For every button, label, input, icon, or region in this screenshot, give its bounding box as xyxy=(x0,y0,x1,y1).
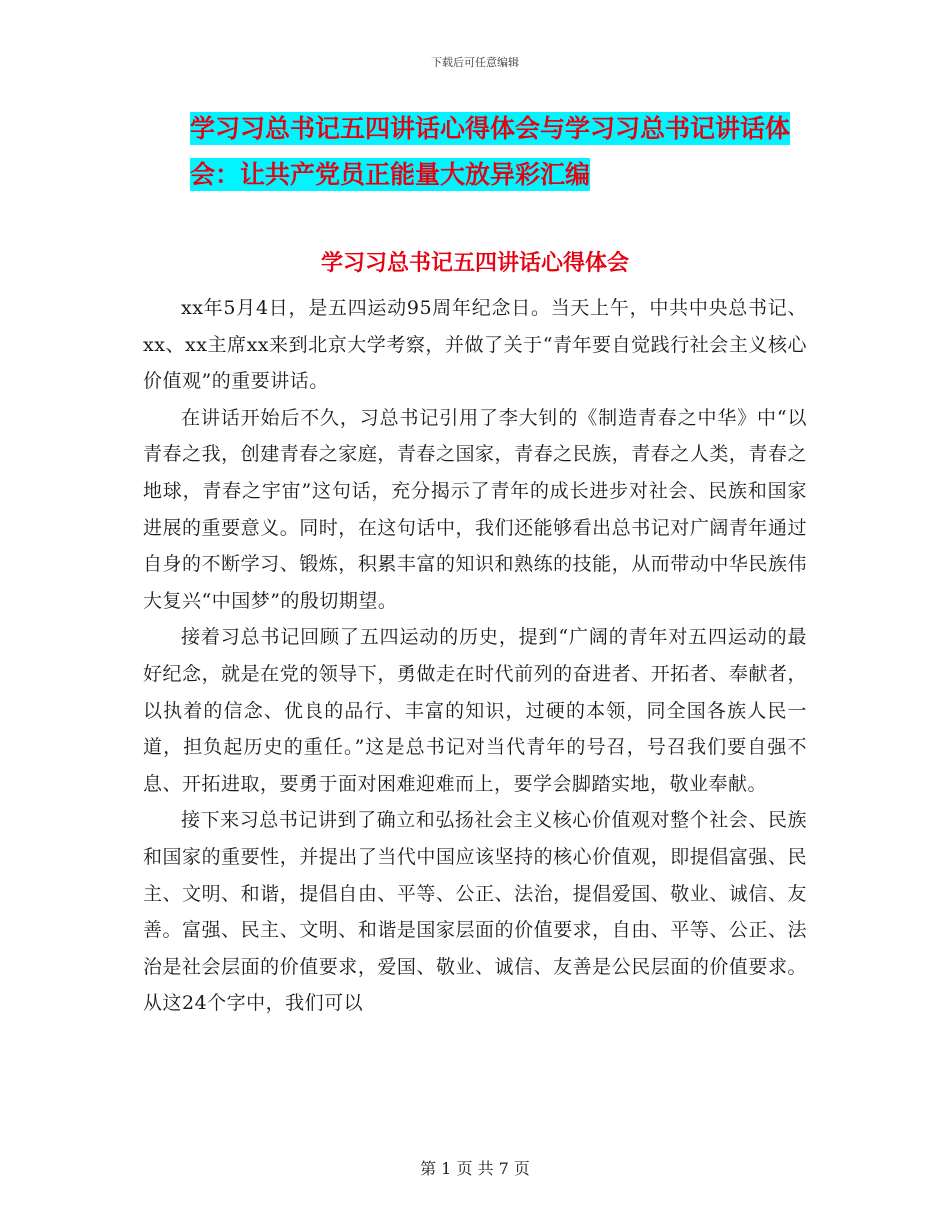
document-title xyxy=(190,106,810,198)
body-text xyxy=(143,290,807,1022)
document-title-text: 学习习总书记五四讲话心得体会与学习习总书记讲话体会：让共产党员正能量大放异彩汇编 xyxy=(190,114,791,189)
paragraph: 接着习总书记回顾了五四运动的历史，提到“广阔的青年对五四运动的最好纪念，就是在党的领导下，勇做走在时代前列的奋进者、开拓者、奉献者，以执着的信念、优良的品行、丰富的知识，过硬的本领，同全国各族人民一道，担负起历史的重任。”这是总书记对当代青年的号召，号召我们要自强不息、开拓进取，要勇于面对困难迎难而上，要学会脚踏实地，敬业奉献。 xyxy=(143,626,807,795)
paragraph: 在讲话开始后不久，习总书记引用了李大钊的《制造青春之中华》中“以青春之我，创建青春之家庭，青春之国家，青春之民族，青春之人类，青春之地球，青春之宇宙”这句话，充分揭示了青年的成长进步对社会、民族和国家进展的重要意义。同时，在这句话中，我们还能够看出总书记对广阔青年通过自身的不断学习、锻炼，积累丰富的知识和熟练的技能，从而带动中华民族伟大复兴“中国梦”的殷切期望。 xyxy=(143,406,807,612)
page-footer: 第 1 页 共 7 页 xyxy=(420,1159,530,1178)
section-title: 学习习总书记五四讲话心得体会 xyxy=(320,251,629,276)
paragraph: xx年5月4日，是五四运动95周年纪念日。当天上午，中共中央总书记、xx、xx主席xx来到北京大学考察，并做了关于“青年要自觉践行社会主义核心价值观”的重要讲话。 xyxy=(143,297,807,393)
paragraph: 接下来习总书记讲到了确立和弘扬社会主义核心价值观对整个社会、民族和国家的重要性，并提出了当代中国应该坚持的核心价值观，即提倡富强、民主、文明、和谐，提倡自由、平等、公正、法治，提倡爱国、敬业、诚信、友善。富强、民主、文明、和谐是国家层面的价值要求，自由、平等、公正、法治是社会层面的价值要求，爱国、敬业、诚信、友善是公民层面的价值要求。从这24个字中，我们可以 xyxy=(143,809,807,1015)
header-note: 下载后可任意编辑 xyxy=(431,56,519,69)
